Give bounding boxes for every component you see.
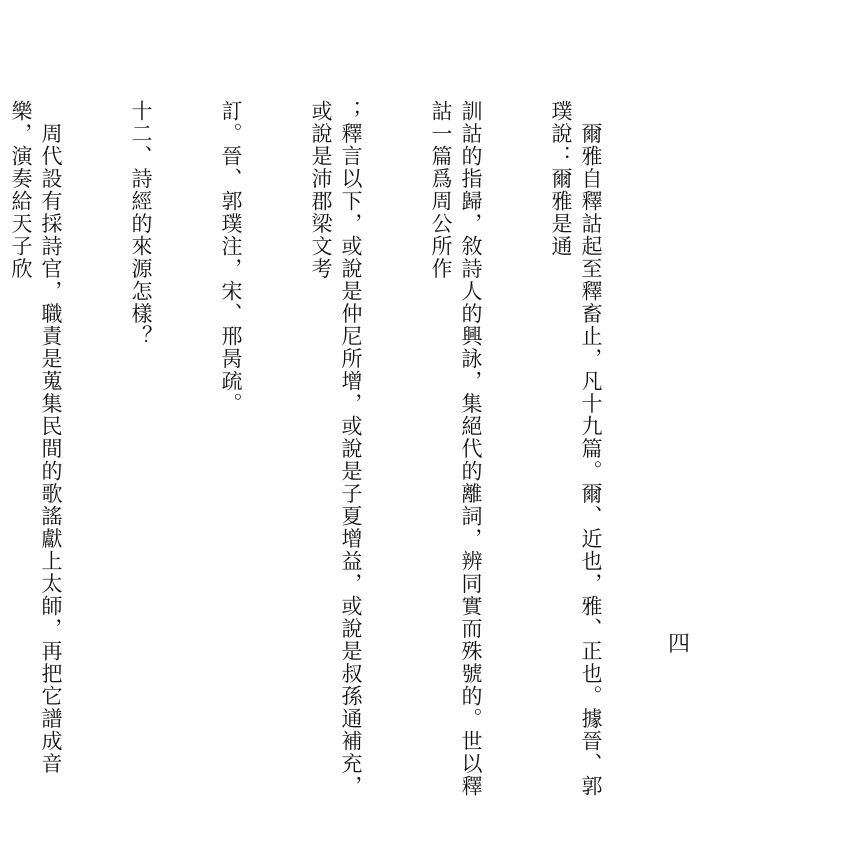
page-number: 四	[668, 632, 691, 657]
text-line: ；釋言以下，或說是仲尼所增，或說是子夏增益，或說是叔孫通補充，或說是沛郡梁文考	[309, 100, 363, 798]
section-heading: 十二、詩經的來源怎樣？	[129, 100, 153, 348]
text-line: 訓詁的指歸，敘詩人的興詠，集絕代的離詞，辨同實而殊號的。世以釋詁一篇爲周公所作	[429, 100, 483, 798]
text-line: 爾雅自釋詁起至釋畜止，凡十九篇。爾、近也，雅、正也。據晉、郭璞說：爾雅是通	[549, 100, 603, 798]
text-line: 周代設有採詩官，職責是蒐集民間的歌謠獻上太師，再把它譜成音樂，演奏給天子欣	[9, 100, 63, 775]
body-text	[0, 100, 666, 800]
text-line: 訂。晉、郭璞注，宋、邢昺疏。	[219, 100, 243, 415]
